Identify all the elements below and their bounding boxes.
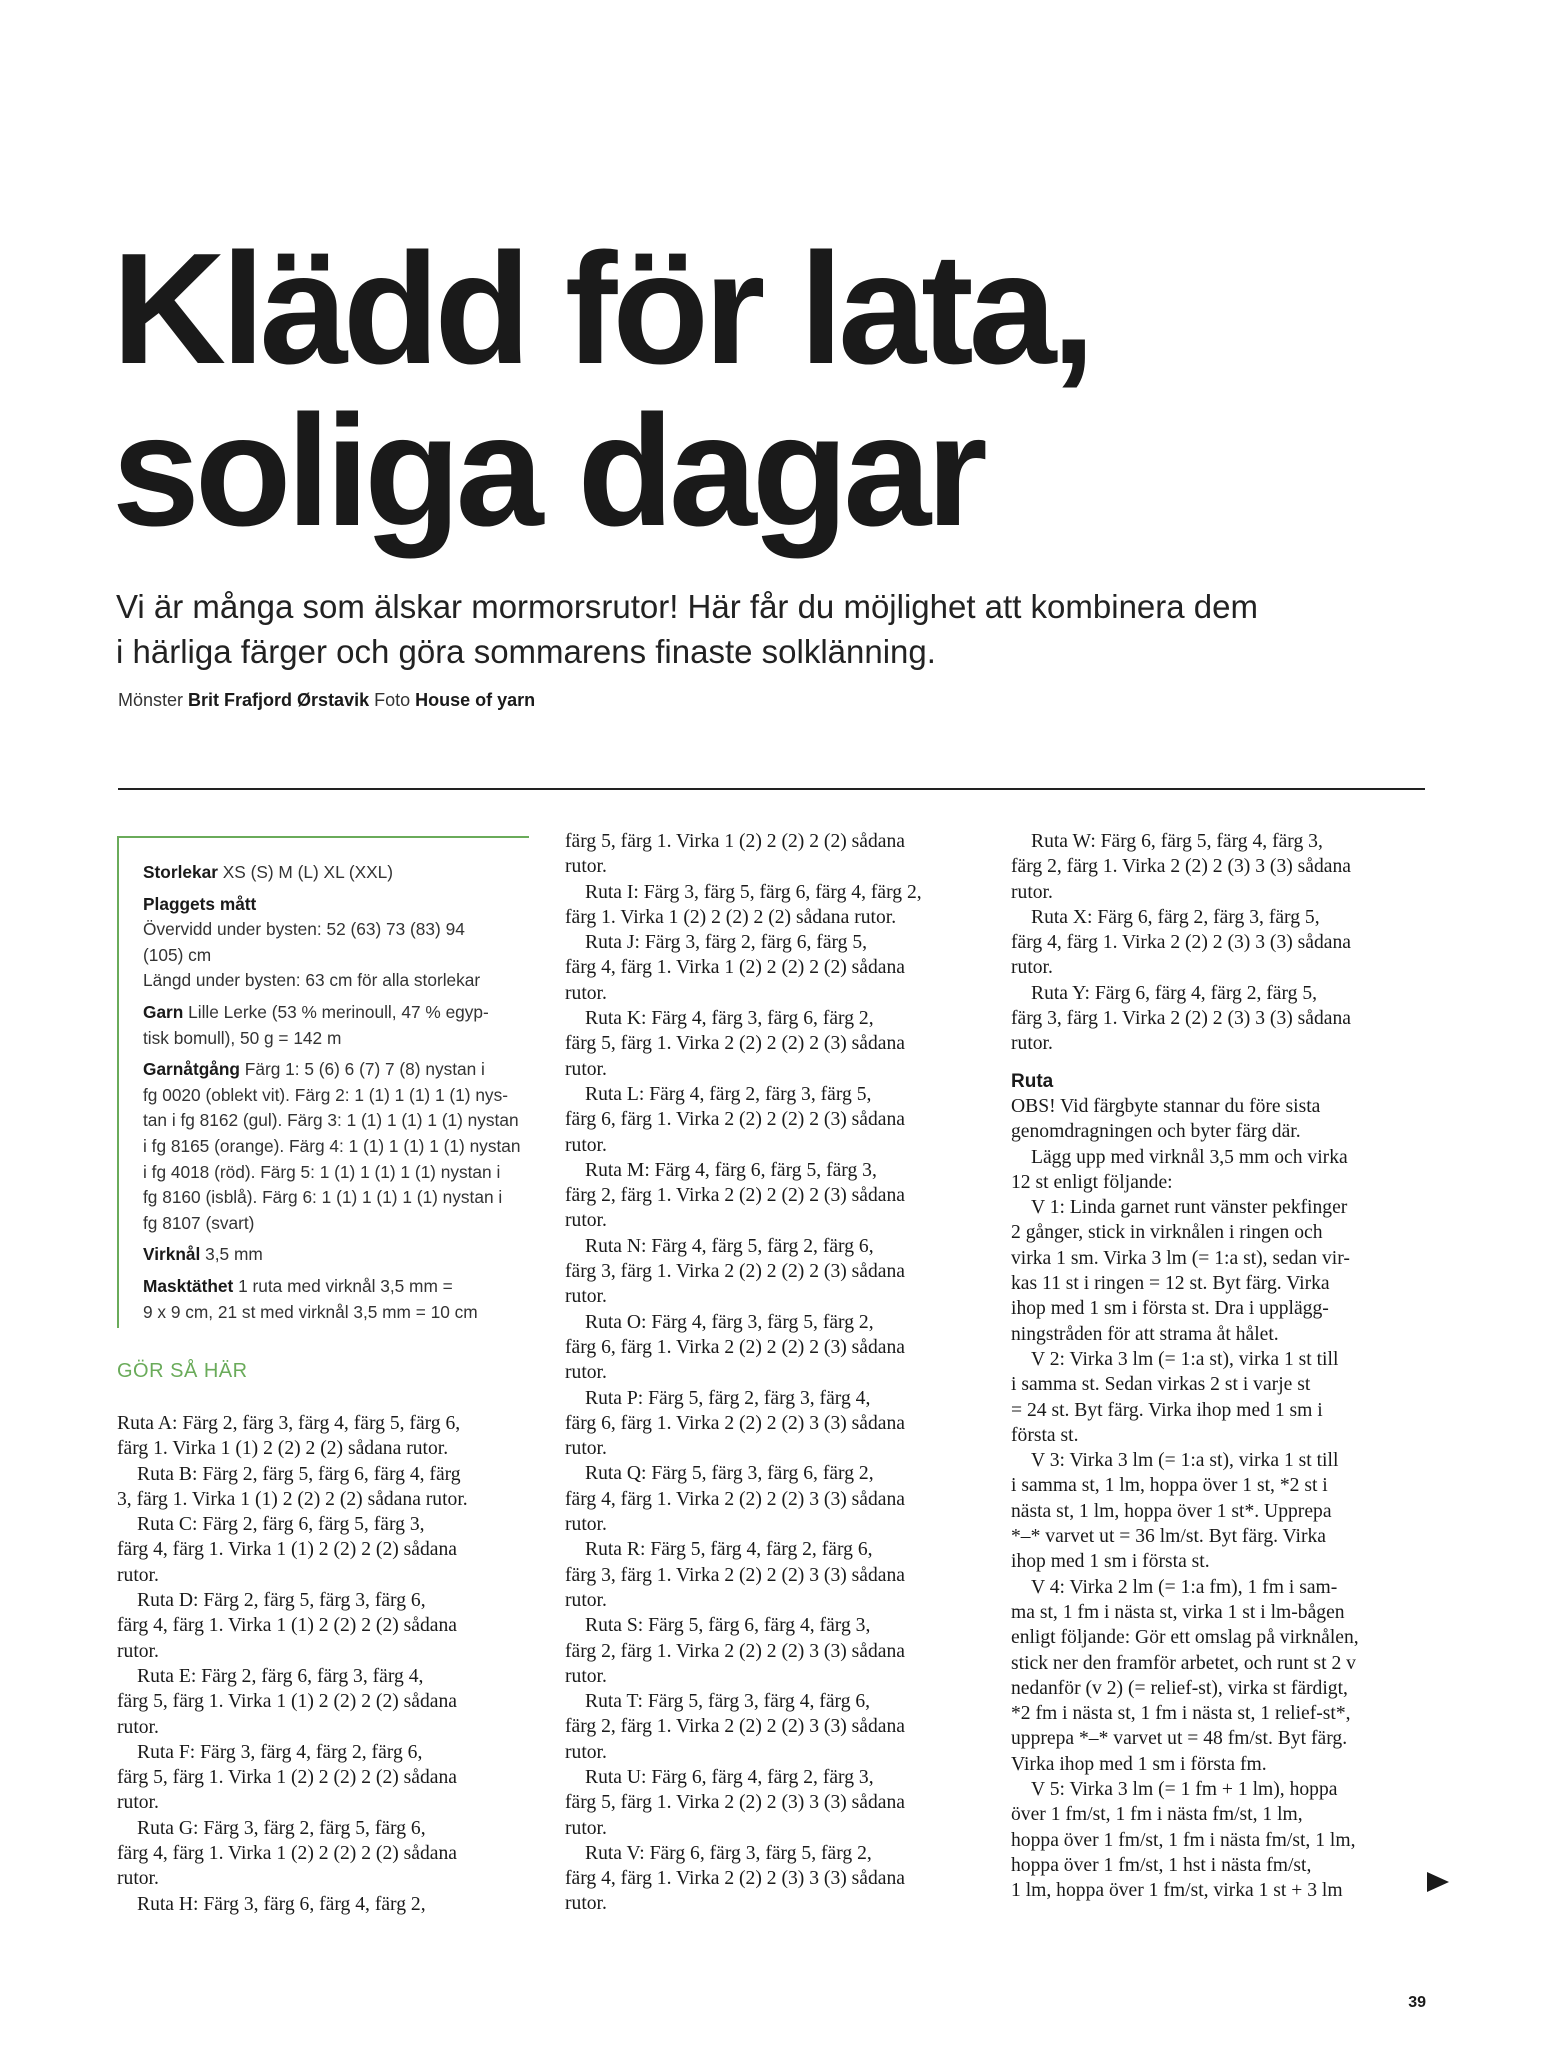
body-line: färg 4, färg 1. Virka 2 (2) 2 (2) 3 (3) sådana [565, 1488, 905, 1510]
body-line: V 4: Virka 2 lm (= 1:a fm), 1 fm i sam- [1031, 1576, 1338, 1598]
body-line: färg 1. Virka 1 (2) 2 (2) 2 (2) sådana rutor. [565, 906, 897, 928]
fact-line: i fg 4018 (röd). Färg 5: 1 (1) 1 (1) 1 (1) nystan i [143, 1161, 501, 1182]
fact-line: 9 x 9 cm, 21 st med virknål 3,5 mm = 10 cm [143, 1301, 478, 1322]
body-line: ihop med 1 sm i första st. Dra i upplägg- [1011, 1298, 1329, 1320]
pattern-author: Brit Frafjord Ørstavik [188, 690, 370, 710]
body-line: rutor. [565, 1286, 607, 1308]
body-line: rutor. [565, 1665, 607, 1687]
article-lead [116, 584, 1416, 674]
fact-line [143, 1057, 523, 1083]
body-line: Ruta D: Färg 2, färg 5, färg 3, färg 6, [137, 1590, 426, 1612]
subheading: Ruta [1011, 1070, 1054, 1092]
body-line: rutor. [565, 1362, 607, 1384]
body-line: färg 5, färg 1. Virka 1 (2) 2 (2) 2 (2) sådana [117, 1767, 457, 1789]
body-line: färg 4, färg 1. Virka 1 (1) 2 (2) 2 (2) sådana [117, 1615, 457, 1637]
body-line: virka 1 sm. Virka 3 lm (= 1:a st), sedan vir- [1011, 1247, 1350, 1269]
fact-line: fg 8160 (isblå). Färg 6: 1 (1) 1 (1) 1 (1) nystan i [143, 1187, 503, 1208]
body-line: rutor. [565, 1058, 607, 1080]
body-line: Ruta J: Färg 3, färg 2, färg 6, färg 5, [585, 932, 868, 954]
fact-label: Plaggets mått [143, 893, 257, 914]
body-line: 1 lm, hoppa över 1 fm/st, virka 1 st + 3 lm [1011, 1880, 1343, 1902]
body-line: i samma st, 1 lm, hoppa över 1 st, *2 st i [1011, 1475, 1328, 1497]
body-line: kas 11 st i ringen = 12 st. Byt färg. Virka [1011, 1273, 1330, 1295]
fact-label: Garnåtgång [143, 1059, 240, 1080]
body-line: OBS! Vid färgbyte stannar du före sista [1011, 1095, 1321, 1117]
body-line: färg 1. Virka 1 (1) 2 (2) 2 (2) sådana rutor. [117, 1438, 449, 1460]
body-line: rutor. [565, 856, 607, 878]
body-line: nästa st, 1 lm, hoppa över 1 st*. Upprepa [1011, 1500, 1332, 1522]
photo-label: Foto [374, 690, 411, 710]
body-line: färg 4, färg 1. Virka 1 (1) 2 (2) 2 (2) sådana [117, 1539, 457, 1561]
article-title [112, 221, 1412, 559]
body-line: färg 4, färg 1. Virka 2 (2) 2 (3) 3 (3) sådana [1011, 932, 1351, 954]
body-line: 2 gånger, stick in virknålen i ringen och [1011, 1222, 1323, 1244]
body-line: Ruta Q: Färg 5, färg 3, färg 6, färg 2, [585, 1463, 874, 1485]
body-line: färg 4, färg 1. Virka 1 (2) 2 (2) 2 (2) sådana [117, 1843, 457, 1865]
text-column-2 [565, 829, 922, 1917]
fact-line: Övervidd under bysten: 52 (63) 73 (83) 94 [143, 919, 465, 940]
body-line: färg 2, färg 1. Virka 2 (2) 2 (3) 3 (3) sådana [1011, 856, 1351, 878]
body-line: upprepa *–* varvet ut = 48 fm/st. Byt färg. [1011, 1728, 1348, 1750]
lead-line: i härliga färger och göra sommarens finaste solklänning. [116, 633, 936, 670]
body-line: nedanför (v 2) (= relief-st), virka st färdigt, [1011, 1677, 1348, 1699]
fact-value: Färg 1: 5 (6) 6 (7) 7 (8) nystan i [239, 1059, 485, 1080]
fact-label: Virknål [143, 1244, 201, 1265]
body-line: rutor. [117, 1564, 159, 1586]
body-line: Ruta S: Färg 5, färg 6, färg 4, färg 3, [585, 1615, 871, 1637]
body-line: färg 5, färg 1. Virka 1 (1) 2 (2) 2 (2) sådana [117, 1691, 457, 1713]
body-line: Virka ihop med 1 sm i första fm. [1011, 1753, 1267, 1775]
fact-line [143, 860, 523, 886]
body-line: hoppa över 1 fm/st, 1 hst i nästa fm/st, [1011, 1854, 1312, 1876]
body-line: färg 6, färg 1. Virka 2 (2) 2 (2) 3 (3) sådana [565, 1412, 905, 1434]
divider-rule [118, 788, 1425, 790]
body-line: 12 st enligt följande: [1011, 1171, 1173, 1193]
body-line: första st. [1011, 1424, 1079, 1446]
fact-value: Lille Lerke (53 % merinoull, 47 % egyp- [183, 1001, 489, 1022]
fact-item [143, 860, 523, 886]
body-line: stick ner den framför arbetet, och runt st 2 v [1011, 1652, 1356, 1674]
body-line: i samma st. Sedan virkas 2 st i varje st [1011, 1374, 1311, 1396]
body-line: Ruta F: Färg 3, färg 4, färg 2, färg 6, [137, 1741, 423, 1763]
pattern-label: Mönster [118, 690, 184, 710]
fact-item [143, 1274, 523, 1325]
body-line: Ruta L: Färg 4, färg 2, färg 3, färg 5, [585, 1083, 872, 1105]
body-line: färg 3, färg 1. Virka 2 (2) 2 (2) 2 (3) sådana [565, 1261, 905, 1283]
body-line: V 1: Linda garnet runt vänster pekfinger [1031, 1197, 1348, 1219]
body-line: färg 5, färg 1. Virka 2 (2) 2 (3) 3 (3) sådana [565, 1792, 905, 1814]
fact-item [143, 1057, 523, 1236]
fact-line: fg 0020 (oblekt vit). Färg 2: 1 (1) 1 (1) 1 (1) nys- [143, 1084, 508, 1105]
body-line: ningstråden för att strama åt hålet. [1011, 1323, 1279, 1345]
text-column-3 [1011, 829, 1359, 1903]
body-line: *–* varvet ut = 36 lm/st. Byt färg. Virka [1011, 1526, 1326, 1548]
body-line: Ruta M: Färg 4, färg 6, färg 5, färg 3, [585, 1159, 877, 1181]
fact-line: (105) cm [143, 944, 212, 965]
body-line: Ruta C: Färg 2, färg 6, färg 5, färg 3, [137, 1514, 425, 1536]
body-line: Ruta A: Färg 2, färg 3, färg 4, färg 5, färg 6, [117, 1413, 461, 1434]
fact-line: fg 8107 (svart) [143, 1212, 255, 1233]
body-line: rutor. [565, 1210, 607, 1232]
body-line: 3, färg 1. Virka 1 (1) 2 (2) 2 (2) sådana rutor. [117, 1488, 468, 1510]
photo-source: House of yarn [415, 690, 536, 710]
fact-item [143, 1000, 523, 1051]
body-line: över 1 fm/st, 1 fm i nästa fm/st, 1 lm, [1011, 1804, 1303, 1826]
arrow-right-icon [1427, 1872, 1449, 1892]
body-line: Ruta X: Färg 6, färg 2, färg 3, färg 5, [1031, 906, 1320, 928]
body-line: Ruta P: Färg 5, färg 2, färg 3, färg 4, [585, 1387, 871, 1409]
fact-value: 1 ruta med virknål 3,5 mm = [233, 1275, 453, 1296]
body-line: färg 2, färg 1. Virka 2 (2) 2 (2) 3 (3) sådana [565, 1716, 905, 1738]
body-line: = 24 st. Byt färg. Virka ihop med 1 sm i [1011, 1399, 1323, 1421]
fact-line: tan i fg 8162 (gul). Färg 3: 1 (1) 1 (1) 1 (1) nystan [143, 1110, 519, 1131]
body-line: Ruta V: Färg 6, färg 3, färg 5, färg 2, [585, 1842, 872, 1864]
body-line: rutor. [565, 1893, 607, 1915]
body-line: rutor. [565, 1741, 607, 1763]
body-line: rutor. [1011, 1033, 1053, 1055]
body-line: rutor. [117, 1792, 159, 1814]
fact-line [143, 1242, 523, 1268]
body-line: rutor. [1011, 957, 1053, 979]
body-line: Ruta E: Färg 2, färg 6, färg 3, färg 4, [137, 1665, 424, 1687]
body-line: rutor. [565, 1514, 607, 1536]
body-line: Ruta W: Färg 6, färg 5, färg 4, färg 3, [1031, 831, 1323, 852]
body-line: ihop med 1 sm i första st. [1011, 1551, 1210, 1573]
fact-line: tisk bomull), 50 g = 142 m [143, 1027, 342, 1048]
body-line: färg 3, färg 1. Virka 2 (2) 2 (3) 3 (3) sådana [1011, 1008, 1351, 1030]
body-line: färg 4, färg 1. Virka 1 (2) 2 (2) 2 (2) sådana [565, 957, 905, 979]
body-line: Lägg upp med virknål 3,5 mm och virka [1031, 1146, 1348, 1168]
fact-line [143, 1000, 523, 1026]
body-line: rutor. [565, 1134, 607, 1156]
body-line: färg 3, färg 1. Virka 2 (2) 2 (2) 3 (3) sådana [565, 1564, 905, 1586]
body-line: färg 2, färg 1. Virka 2 (2) 2 (2) 2 (3) sådana [565, 1185, 905, 1207]
fact-value: XS (S) M (L) XL (XXL) [217, 862, 394, 882]
body-line: färg 6, färg 1. Virka 2 (2) 2 (2) 2 (3) sådana [565, 1109, 905, 1131]
body-line: Ruta I: Färg 3, färg 5, färg 6, färg 4, färg 2, [585, 881, 922, 903]
body-line: rutor. [565, 1589, 607, 1611]
lead-line: Vi är många som älskar mormorsrutor! Här får du möjlighet att kombinera dem [116, 588, 1258, 625]
body-line: ma st, 1 fm i nästa st, virka 1 st i lm-bågen [1011, 1601, 1345, 1623]
section-heading: GÖR SÅ HÄR [117, 1360, 248, 1382]
title-line: soliga dagar [112, 383, 983, 559]
body-line: Ruta U: Färg 6, färg 4, färg 2, färg 3, [585, 1766, 874, 1788]
text-column-1 [117, 1411, 468, 1917]
body-line: Ruta Y: Färg 6, färg 4, färg 2, färg 5, [1031, 982, 1318, 1004]
body-line: Ruta H: Färg 3, färg 6, färg 4, färg 2, [137, 1893, 426, 1915]
fact-label: Storlekar [143, 862, 218, 882]
body-line: Ruta K: Färg 4, färg 3, färg 6, färg 2, [585, 1008, 874, 1030]
fact-line: i fg 8165 (orange). Färg 4: 1 (1) 1 (1) 1 (1) nystan [143, 1135, 521, 1156]
body-line: Ruta N: Färg 4, färg 5, färg 2, färg 6, [585, 1235, 874, 1257]
fact-value: 3,5 mm [200, 1244, 263, 1265]
body-line: rutor. [1011, 881, 1053, 903]
body-line: enligt följande: Gör ett omslag på virknålen, [1011, 1627, 1359, 1649]
body-line: genomdragningen och byter färg där. [1011, 1121, 1301, 1143]
fact-line: Längd under bysten: 63 cm för alla storlekar [143, 970, 481, 991]
body-line: rutor. [565, 1438, 607, 1460]
body-line: Ruta T: Färg 5, färg 3, färg 4, färg 6, [585, 1691, 871, 1713]
body-line: V 5: Virka 3 lm (= 1 fm + 1 lm), hoppa [1031, 1778, 1338, 1800]
fact-item [143, 1242, 523, 1268]
fact-item [143, 892, 523, 994]
body-line: rutor. [565, 982, 607, 1004]
body-line: Ruta O: Färg 4, färg 3, färg 5, färg 2, [585, 1311, 874, 1333]
body-line: *2 fm i nästa st, 1 fm i nästa st, 1 relief-st*, [1011, 1703, 1351, 1725]
fact-line [143, 1274, 523, 1300]
body-line: Ruta G: Färg 3, färg 2, färg 5, färg 6, [137, 1817, 426, 1839]
article-credits [118, 690, 535, 711]
body-line: rutor. [117, 1640, 159, 1662]
body-line: rutor. [565, 1817, 607, 1839]
body-line: färg 2, färg 1. Virka 2 (2) 2 (2) 3 (3) sådana [565, 1640, 905, 1662]
fact-label: Masktäthet [143, 1275, 234, 1296]
page-number: 39 [1408, 1994, 1426, 2011]
body-line: hoppa över 1 fm/st, 1 fm i nästa fm/st, 1 lm, [1011, 1829, 1356, 1851]
fact-box [143, 860, 523, 1331]
body-line: V 2: Virka 3 lm (= 1:a st), virka 1 st till [1031, 1348, 1339, 1370]
title-line: Klädd för lata, [112, 221, 1091, 397]
body-line: färg 4, färg 1. Virka 2 (2) 2 (3) 3 (3) sådana [565, 1868, 905, 1890]
fact-label: Garn [143, 1001, 184, 1022]
body-line: Ruta B: Färg 2, färg 5, färg 6, färg 4, färg [137, 1463, 461, 1485]
body-line: V 3: Virka 3 lm (= 1:a st), virka 1 st till [1031, 1450, 1339, 1472]
body-line: färg 6, färg 1. Virka 2 (2) 2 (2) 2 (3) sådana [565, 1336, 905, 1358]
body-line: rutor. [117, 1716, 159, 1738]
body-line: Ruta R: Färg 5, färg 4, färg 2, färg 6, [585, 1539, 873, 1561]
fact-line [143, 892, 523, 918]
body-line: färg 5, färg 1. Virka 2 (2) 2 (2) 2 (3) sådana [565, 1033, 905, 1055]
body-line: rutor. [117, 1868, 159, 1890]
body-line: färg 5, färg 1. Virka 1 (2) 2 (2) 2 (2) sådana [565, 831, 905, 852]
